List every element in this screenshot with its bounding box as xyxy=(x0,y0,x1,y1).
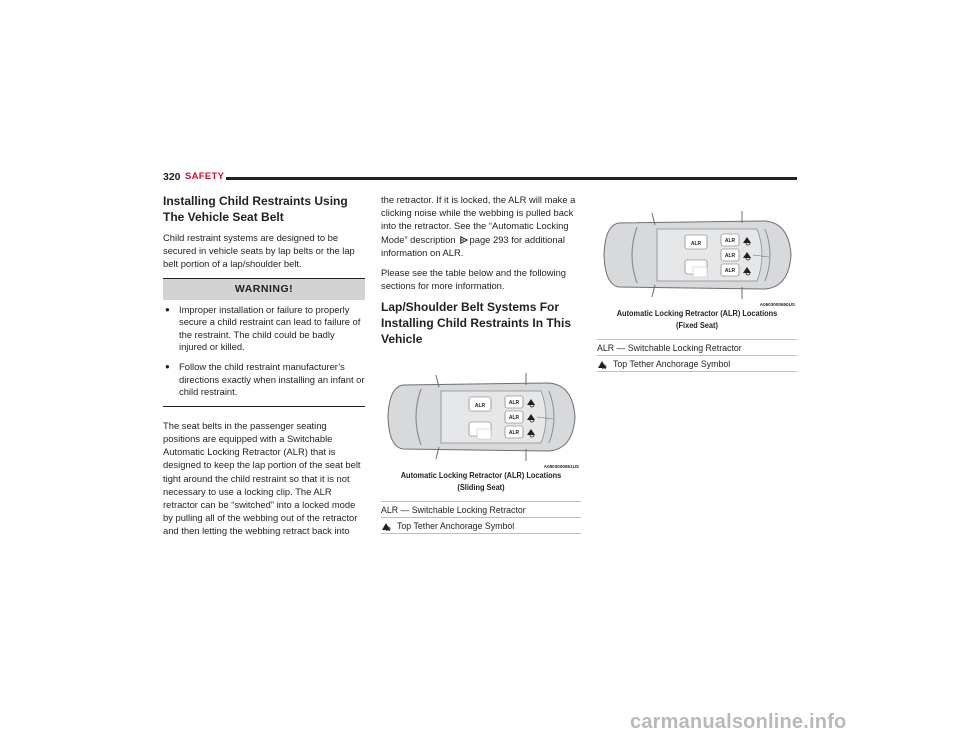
page-header xyxy=(163,171,797,187)
legend-row-alr: ALR — Switchable Locking Retractor xyxy=(597,340,797,356)
alr-label: ALR xyxy=(474,403,486,410)
figure-code: A0503000651US xyxy=(543,464,579,470)
figure-caption xyxy=(395,470,567,493)
caption-line: Automatic Locking Retractor (ALR) Locations xyxy=(400,470,562,481)
subsection-heading: Lap/Shoulder Belt Systems For Installing Child Restraints In This Vehicle xyxy=(381,300,572,347)
warning-title: WARNING! xyxy=(163,279,365,300)
vehicle-top-view-illustration xyxy=(381,367,581,470)
sliding-seat-figure xyxy=(381,367,581,470)
figure-caption xyxy=(611,308,783,331)
info-paragraph: Please see the table below and the following sections for more information. xyxy=(381,267,567,292)
alr-label: ALR xyxy=(724,253,736,259)
warning-list xyxy=(163,304,365,399)
alr-label: ALR xyxy=(508,430,520,437)
column-1 xyxy=(163,193,365,545)
section-title: SAFETY xyxy=(185,171,225,182)
continued-paragraph xyxy=(381,193,581,259)
column-3 xyxy=(597,193,797,372)
alr-label: ALR xyxy=(724,238,736,244)
figure-code: A0503000650US xyxy=(759,302,795,307)
legend-row-alr: ALR — Switchable Locking Retractor xyxy=(381,502,581,518)
page-link[interactable]: page 293 for additional information on ALR. xyxy=(381,233,565,258)
intro-paragraph: Child restraint systems are designed to be secured in vehicle seats by lap belts or the lap belt portion of a lap/shoulder belt. xyxy=(163,232,355,270)
caption-line: (Fixed Seat) xyxy=(676,319,718,330)
alr-label: ALR xyxy=(690,241,702,247)
legend-row-tether xyxy=(597,356,797,372)
vehicle-top-view-illustration xyxy=(597,205,797,305)
body-paragraph: The seat belts in the passenger seating positions are equipped with a Switchable Automatic Locking Retractor (ALR) that is designed to keep the lap portion of the seat belt tight around the child restraint so that it is not necessary to use a locking clip. The ALR retractor can be “switched” into a locked mode by pulling all of the webbing out of the retractor and then letting the webbing retract back into xyxy=(163,419,361,537)
fixed-seat-figure xyxy=(597,205,797,305)
watermark: carmanualsonline.info xyxy=(630,711,847,733)
alr-label: ALR xyxy=(724,268,736,274)
tether-anchor-icon xyxy=(597,359,609,369)
legend-row-tether xyxy=(381,518,581,534)
alr-label: ALR xyxy=(508,415,520,422)
warning-box xyxy=(163,278,365,407)
section-heading: Installing Child Restraints Using The Vehicle Seat Belt xyxy=(163,194,348,224)
legend-label: Top Tether Anchorage Symbol xyxy=(397,520,515,531)
caption-line: Automatic Locking Retractor (ALR) Locations xyxy=(616,308,778,318)
figure-legend xyxy=(381,501,581,534)
alr-label: ALR xyxy=(508,400,520,407)
warning-item: ● Follow the child restraint manufacturer’s directions exactly when installing an infant or child restraint. xyxy=(163,361,365,399)
tether-anchor-icon xyxy=(381,521,393,531)
caption-line: (Sliding Seat) xyxy=(457,481,505,492)
legend-label: Top Tether Anchorage Symbol xyxy=(613,358,731,369)
warning-item: ● Improper installation or failure to properly secure a child restraint can lead to failure of the restraint. The child could be badly injured or killed. xyxy=(163,304,365,354)
column-2 xyxy=(381,193,581,534)
page-reference-icon[interactable] xyxy=(460,236,468,244)
continued-text: the retractor. If it is locked, the ALR will make a clicking noise while the webbing is pulled back into the retractor. See the “Automatic Locking Mode” description xyxy=(381,194,576,245)
figure-legend xyxy=(597,339,797,372)
header-rule xyxy=(226,177,797,180)
page-number: 320 xyxy=(163,171,181,183)
